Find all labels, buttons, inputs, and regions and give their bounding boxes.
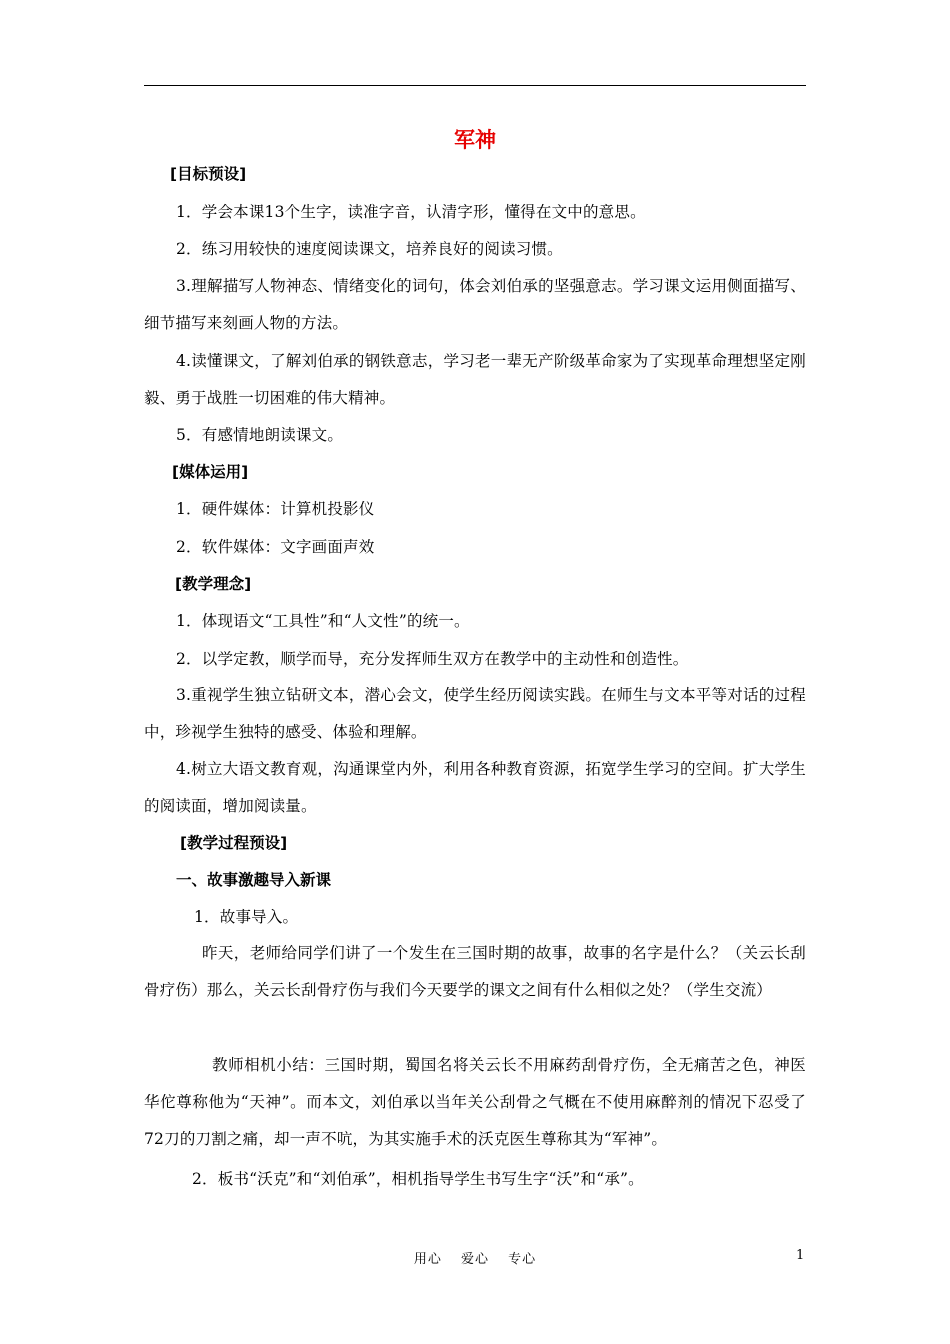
process-heading: [教学过程预设] bbox=[180, 834, 288, 852]
process-step-2: 2．板书“沃克”和“刘伯承”，相机指导学生书写生字“沃”和“承”。 bbox=[192, 1170, 644, 1188]
process-paragraph-2: 教师相机小结：三国时期，蜀国名将关云长不用麻药刮骨疗伤，全无痛苦之色，神医华佗尊称他为“天神”。而本文，刘伯承以当年关公刮骨之气概在不使用麻醉剂的情况下忍受了72刀的刀割之痛，却一声不吭，为其实施手术的沃克医生尊称其为“军神”。 bbox=[144, 1056, 806, 1148]
goal-item-1: 1．学会本课13个生字，读准字音，认清字形，懂得在文中的意思。 bbox=[176, 203, 646, 221]
goal-item-4: 4.读懂课文，了解刘伯承的钢铁意志，学习老一辈无产阶级革命家为了实现革命理想坚定刚毅、勇于战胜一切困难的伟大精神。 bbox=[144, 352, 806, 407]
page-title: 军神 bbox=[454, 128, 496, 152]
concept-item-1: 1．体现语文“工具性”和“人文性”的统一。 bbox=[176, 612, 470, 630]
media-item-1: 1．硬件媒体：计算机投影仪 bbox=[176, 500, 375, 518]
page-number: 1 bbox=[796, 1248, 805, 1263]
media-heading: [媒体运用] bbox=[172, 463, 249, 481]
process-subheading: 一、故事激趣导入新课 bbox=[176, 871, 332, 889]
concept-item-3: 3.重视学生独立钻研文本，潜心会文，使学生经历阅读实践。在师生与文本平等对话的过程中，珍视学生独特的感受、体验和理解。 bbox=[144, 686, 806, 741]
goal-item-5: 5．有感情地朗读课文。 bbox=[176, 426, 344, 444]
footer-motto: 用心 爱心 专心 bbox=[413, 1252, 537, 1267]
concept-item-2: 2．以学定教，顺学而导，充分发挥师生双方在教学中的主动性和创造性。 bbox=[176, 650, 689, 668]
goal-item-2: 2．练习用较快的速度阅读课文，培养良好的阅读习惯。 bbox=[176, 240, 563, 258]
concept-heading: [教学理念] bbox=[175, 575, 252, 593]
process-step-1: 1．故事导入。 bbox=[194, 908, 299, 926]
goal-item-3: 3.理解描写人物神态、情绪变化的词句，体会刘伯承的坚强意志。学习课文运用侧面描写、细节描写来刻画人物的方法。 bbox=[144, 277, 806, 332]
concept-item-4: 4.树立大语文教育观，沟通课堂内外，利用各种教育资源，拓宽学生学习的空间。扩大学生的阅读面，增加阅读量。 bbox=[144, 760, 806, 815]
goals-heading: [目标预设] bbox=[170, 165, 247, 183]
process-paragraph-1: 昨天，老师给同学们讲了一个发生在三国时期的故事，故事的名字是什么？（关云长刮骨疗伤）那么，关云长刮骨疗伤与我们今天要学的课文之间有什么相似之处？（学生交流） bbox=[144, 944, 806, 999]
media-item-2: 2．软件媒体：文字画面声效 bbox=[176, 538, 375, 556]
header-rule bbox=[144, 85, 806, 86]
